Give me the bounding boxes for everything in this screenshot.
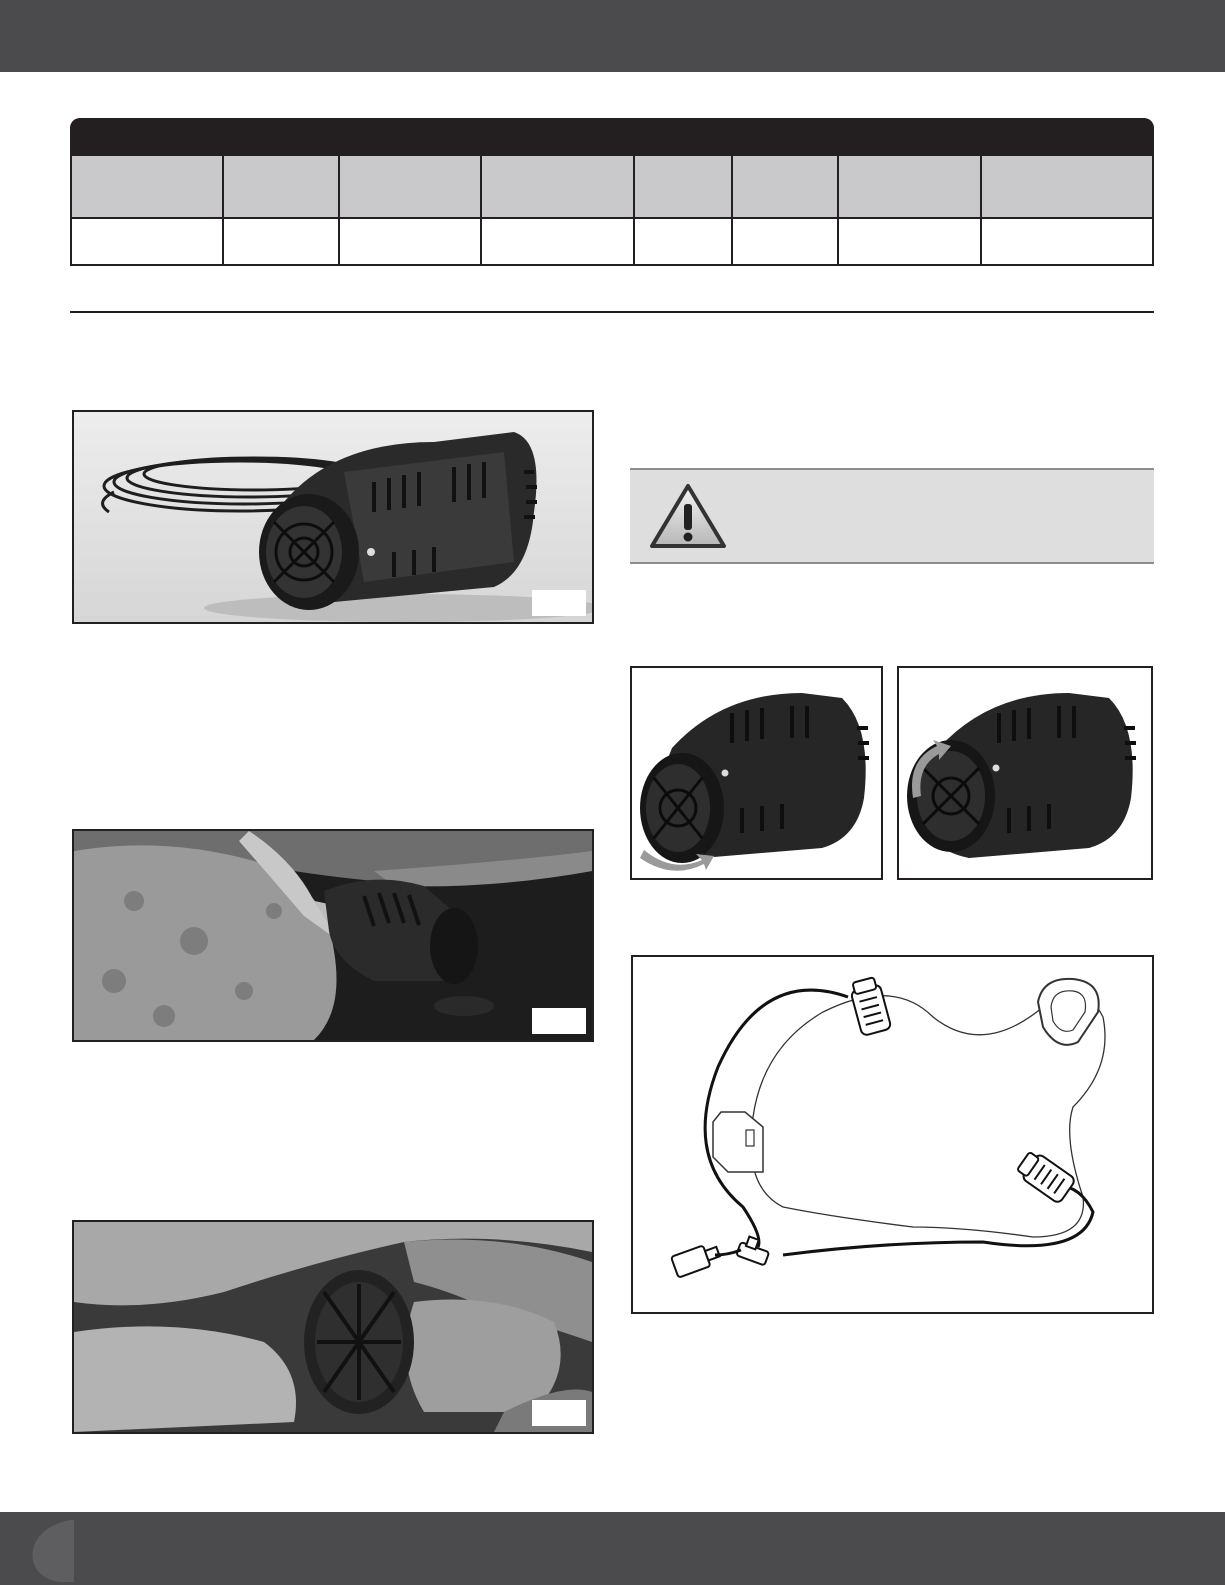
table-column-divider	[731, 156, 733, 264]
footer-band	[0, 1512, 1225, 1585]
header-band	[0, 0, 1225, 72]
table-column-divider	[980, 156, 982, 264]
figure-label-tag	[532, 1400, 586, 1426]
photo-pump-with-cord	[72, 410, 594, 624]
warning-callout	[630, 468, 1154, 564]
figure-label-tag	[532, 590, 586, 616]
table-column-divider	[338, 156, 340, 264]
table-column-divider	[480, 156, 482, 264]
warning-text	[740, 490, 1140, 544]
photo-pump-rotate-side	[897, 666, 1153, 880]
spec-table	[70, 118, 1154, 266]
figure-label-tag	[532, 1008, 586, 1034]
photo-pump-under-rocks	[72, 1220, 594, 1434]
drop-logo-icon	[0, 1512, 74, 1585]
section-divider	[70, 311, 1154, 313]
spec-table-data-row	[72, 217, 1152, 264]
spec-table-header-row	[72, 156, 1152, 217]
diagram-pond-wiring	[631, 955, 1154, 1314]
spec-table-grid	[70, 154, 1154, 266]
table-column-divider	[222, 156, 224, 264]
photo-placing-pump-in-pond	[72, 829, 594, 1042]
table-column-divider	[633, 156, 635, 264]
table-column-divider	[837, 156, 839, 264]
warning-triangle-icon	[648, 482, 728, 552]
photo-pump-rotate-down	[630, 666, 883, 880]
spec-table-title-bar	[70, 118, 1154, 156]
